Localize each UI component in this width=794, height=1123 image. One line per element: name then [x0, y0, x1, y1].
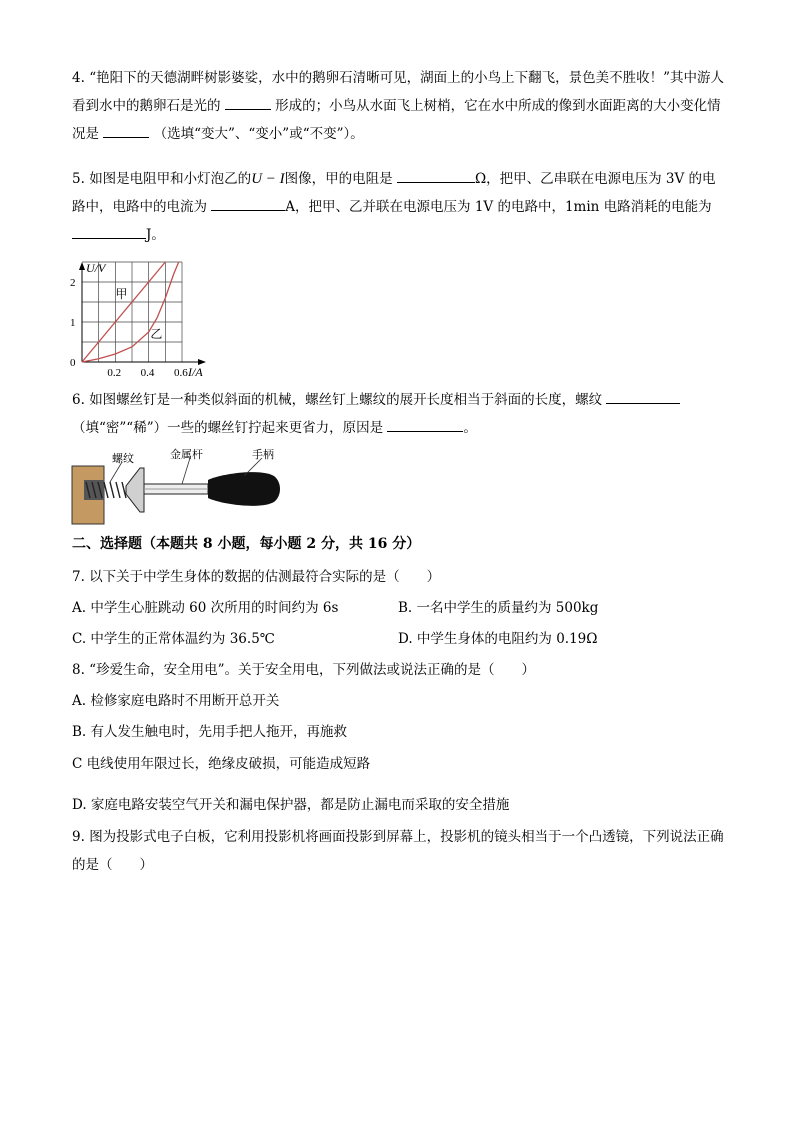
question-text: 如图螺丝钉是一种类似斜面的机械，螺丝钉上螺纹的展开长度相当于斜面的长度，螺纹	[89, 392, 603, 408]
screwdriver-handle	[208, 472, 280, 506]
label-thread: 螺纹	[112, 453, 134, 465]
option-d[interactable]: D. 家庭电路安装空气开关和漏电保护器，都是防止漏电而采取的安全措施	[72, 797, 510, 813]
screw-head	[126, 468, 144, 512]
label-rod: 金属杆	[170, 449, 203, 461]
answer-blank[interactable]	[387, 415, 463, 432]
question-6	[72, 386, 724, 442]
option-a[interactable]: A. 中学生心脏跳动 60 次所用的时间约为 6s	[72, 600, 339, 616]
question-text: Ω，把甲、乙串联在电源电压为 3V 的电路中，电路中的电流为	[72, 171, 716, 215]
series-line-2	[82, 262, 179, 362]
x-tick-label: 0.6	[174, 367, 188, 379]
y-axis-label: U/V	[86, 261, 106, 275]
answer-blank[interactable]	[211, 194, 285, 211]
y-tick-label: 0	[70, 357, 76, 369]
question-number: 6.	[72, 392, 85, 408]
option-c[interactable]: C. 中学生的正常体温约为 36.5℃	[72, 631, 275, 647]
question-text: （选填“变大”、“变小”或“不变”）。	[153, 126, 364, 142]
series-label-yi: 乙	[150, 327, 163, 341]
option-b[interactable]: B. 有人发生触电时，先用手把人拖开，再施救	[72, 724, 348, 740]
question-text: 如图是电阻甲和小灯泡乙的	[89, 171, 252, 187]
y-tick-label: 1	[70, 317, 76, 329]
answer-blank[interactable]	[103, 121, 149, 138]
question-text: 图像，甲的电阻是	[284, 171, 393, 187]
y-tick-label: 2	[70, 277, 76, 289]
series-label-jia: 甲	[115, 287, 128, 301]
question-text: A，把甲、乙并联在电源电压为 1V 的电路中，1min 电路消耗的电能为	[285, 199, 712, 215]
series-line-1	[82, 262, 165, 362]
ui-graph	[62, 256, 222, 380]
question-7-stem: 7. 以下关于中学生身体的数据的估测最符合实际的是（ ）	[72, 569, 441, 585]
option-d[interactable]: D. 中学生身体的电阻约为 0.19Ω	[398, 631, 598, 647]
question-text: 。	[463, 420, 477, 436]
screw-figure	[70, 446, 282, 526]
question-text: “艳阳下的天德湖畔树影婆娑，水中的鹅卵石清晰可见，湖面上的小鸟上下翻飞，景色美不胜收！”其中游人看到水中的鹅卵石是光的	[72, 70, 724, 114]
option-a[interactable]: A. 检修家庭电路时不用断开总开关	[72, 693, 280, 709]
label-handle: 手柄	[252, 449, 274, 461]
answer-blank[interactable]	[225, 93, 271, 110]
x-tick-label: 0.2	[107, 367, 122, 379]
chart-axes	[79, 262, 206, 365]
question-8-stem: 8. “珍爱生命，安全用电”。关于安全用电，下列做法或说法正确的是（ ）	[72, 662, 535, 678]
question-text: J。	[146, 227, 165, 243]
x-tick-label: 0.4	[140, 367, 155, 379]
question-text: （填“密”“稀”）一些的螺丝钉拧起来更省力，原因是	[72, 420, 384, 436]
answer-blank[interactable]	[606, 387, 680, 404]
option-c[interactable]: C 电线使用年限过长，绝缘皮破损，可能造成短路	[72, 756, 371, 772]
answer-blank[interactable]	[397, 166, 475, 183]
option-b[interactable]: B. 一名中学生的质量约为 500kg	[398, 600, 599, 616]
question-number: 5.	[72, 171, 85, 187]
question-5	[72, 165, 724, 249]
x-axis-label: I/A	[188, 365, 203, 379]
question-9	[72, 823, 724, 879]
y-axis-arrow	[79, 262, 85, 270]
ui-symbol: U − I	[251, 171, 285, 187]
section-heading: 二、选择题（本题共 8 小题，每小题 2 分，共 16 分）	[72, 536, 421, 552]
chart-labels	[70, 261, 203, 379]
question-text: 图为投影式电子白板，它利用投影机将画面投影到屏幕上，投影机的镜头相当于一个凸透镜，下列说法正确的是（ ）	[72, 829, 724, 873]
question-number: 4.	[72, 70, 85, 86]
question-number: 9.	[72, 829, 85, 845]
question-4	[72, 64, 724, 148]
chart-series	[82, 262, 179, 362]
question-text: 形成的；小鸟从水面飞上树梢，它在水中所成的像到水面距离的大小变化情况是	[72, 98, 721, 142]
answer-blank[interactable]	[72, 222, 146, 239]
